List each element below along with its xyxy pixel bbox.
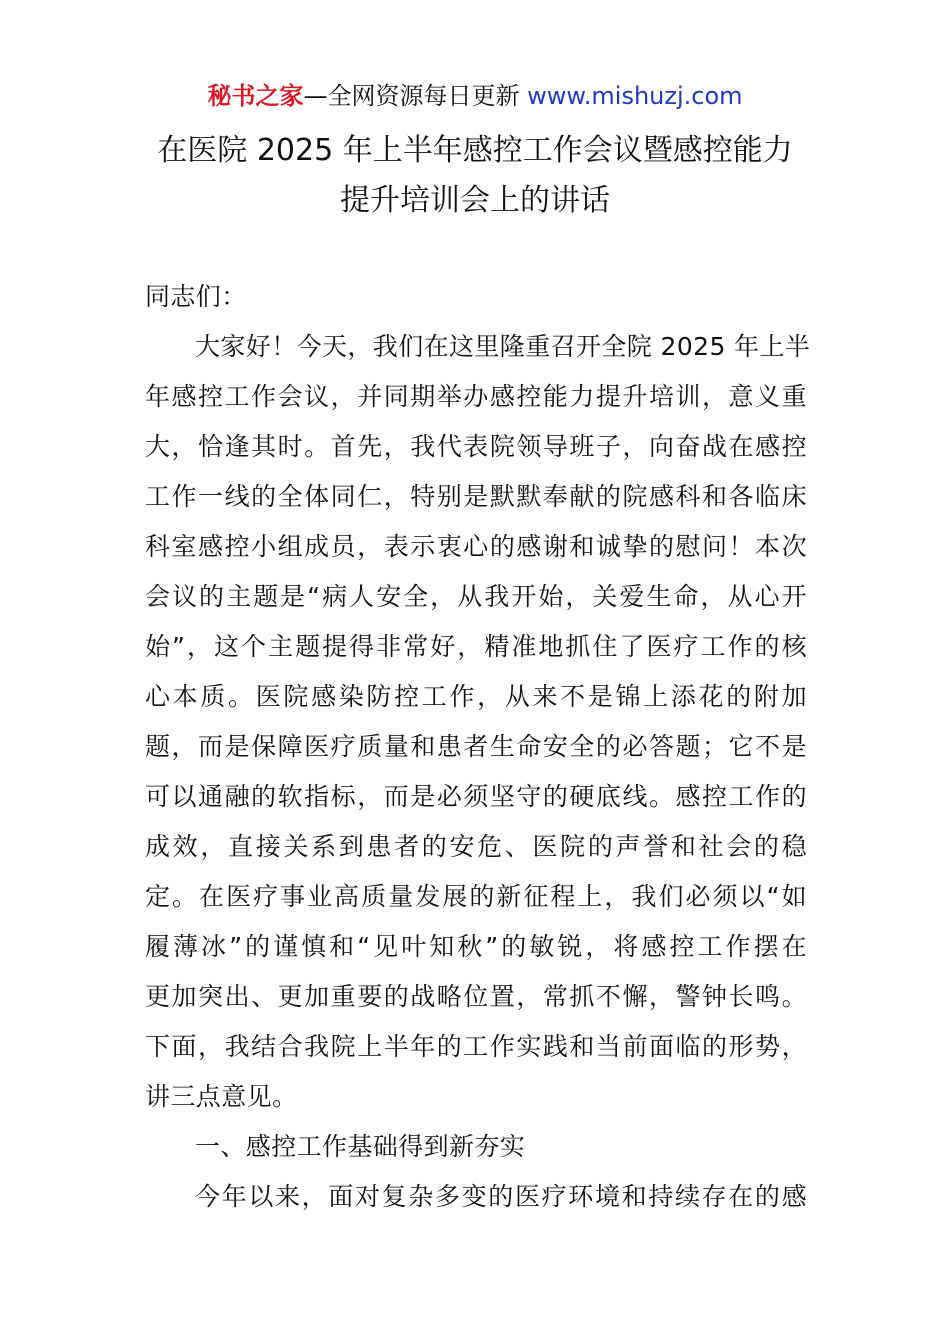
paragraph-line: 会议的主题是“病人安全，从我开始，关爱生命，从心开 [145, 582, 807, 611]
banner-tagline: —全网资源每日更新 [303, 82, 528, 110]
paragraph-line: 定。在医疗事业高质量发展的新征程上，我们必须以“如 [145, 882, 807, 911]
title-line-1: 在医院 2025 年上半年感控工作会议暨感控能力 [157, 133, 793, 168]
paragraph-line: 年感控工作会议，并同期举办感控能力提升培训，意义重 [145, 382, 807, 411]
document-body [145, 272, 811, 1222]
section-heading: 一、感控工作基础得到新夯实 [195, 1132, 526, 1161]
title-line-2: 提升培训会上的讲话 [340, 183, 610, 218]
document-title [100, 126, 850, 226]
site-banner [0, 80, 950, 112]
paragraph-line: 工作一线的全体同仁，特别是默默奉献的院感科和各临床 [145, 482, 807, 511]
paragraph-line: 成效，直接关系到患者的安危、医院的声誉和社会的稳 [145, 832, 807, 861]
paragraph-line: 心本质。医院感染防控工作，从来不是锦上添花的附加 [145, 682, 807, 711]
paragraph-line: 大，恰逢其时。首先，我代表院领导班子，向奋战在感控 [145, 432, 807, 461]
paragraph-line: 始”，这个主题提得非常好，精准地抓住了医疗工作的核 [145, 632, 807, 661]
paragraph-line: 下面，我结合我院上半年的工作实践和当前面临的形势， [145, 1032, 807, 1061]
paragraph-line: 今年以来，面对复杂多变的医疗环境和持续存在的感 [195, 1182, 807, 1211]
salutation: 同志们： [145, 282, 247, 311]
paragraph-line: 履薄冰”的谨慎和“见叶知秋”的敏锐，将感控工作摆在 [145, 932, 807, 961]
paragraph-line: 更加突出、更加重要的战略位置，常抓不懈，警钟长鸣。 [145, 982, 807, 1011]
brand-name: 秘书之家 [207, 82, 304, 110]
paragraph-line: 题，而是保障医疗质量和患者生命安全的必答题；它不是 [145, 732, 807, 761]
paragraph-line: 讲三点意见。 [145, 1082, 298, 1111]
paragraph-line: 大家好！今天，我们在这里隆重召开全院 2025 年上半 [195, 332, 811, 361]
paragraph-line: 科室感控小组成员，表示衷心的感谢和诚挚的慰问！本次 [145, 532, 807, 561]
site-url-link[interactable]: www.mishuzj.com [527, 82, 743, 110]
paragraph-line: 可以通融的软指标，而是必须坚守的硬底线。感控工作的 [145, 782, 807, 811]
